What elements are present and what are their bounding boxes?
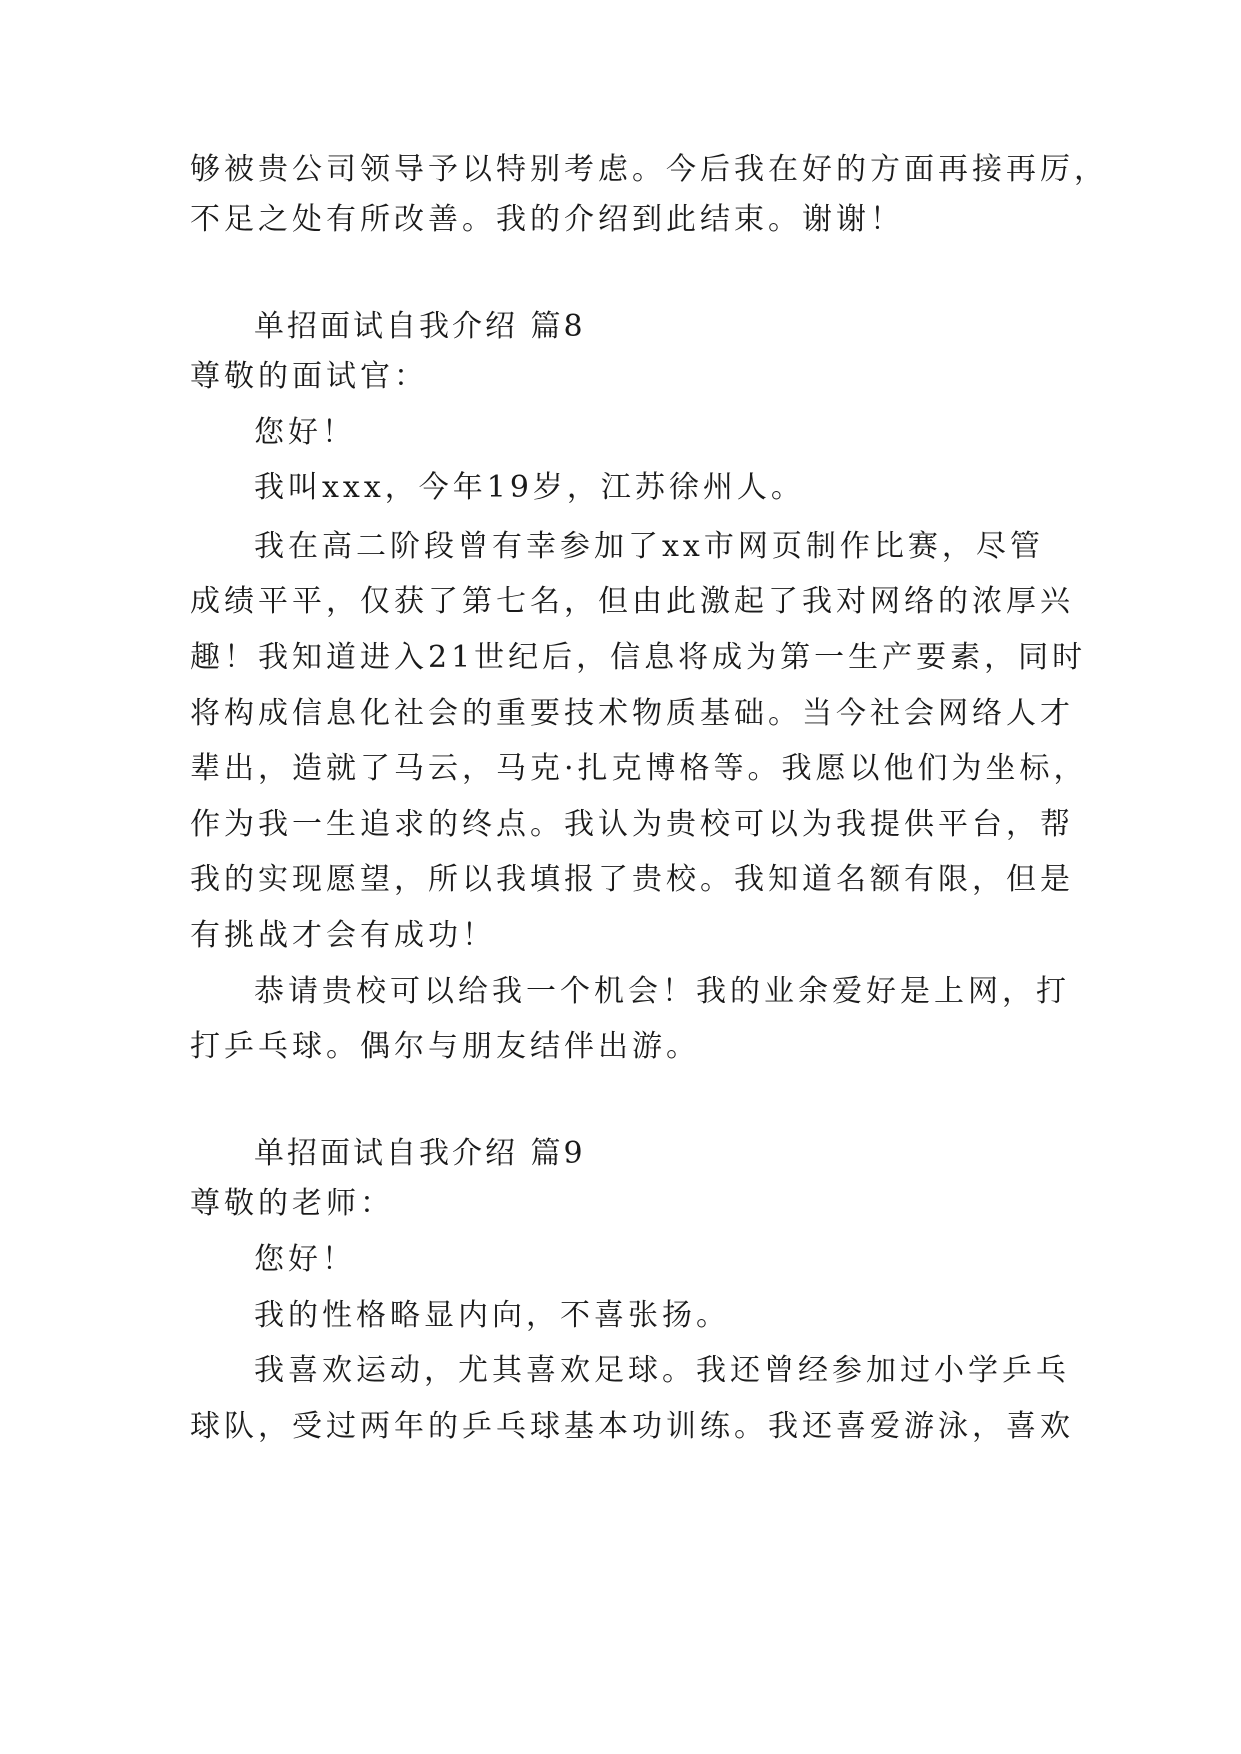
section-9-salutation: 尊敬的老师： xyxy=(190,1186,394,1221)
section-8-salutation: 尊敬的面试官： xyxy=(190,359,428,394)
paragraph-line: 打乒乓球。偶尔与朋友结伴出游。 xyxy=(190,1029,700,1064)
paragraph-line: 有挑战才会有成功！ xyxy=(190,918,496,953)
paragraph-line: 我在高二阶段曾有幸参加了xx市网页制作比赛，尽管 xyxy=(254,529,1044,564)
paragraph-line: 我喜欢运动，尤其喜欢足球。我还曾经参加过小学乒乓 xyxy=(254,1353,1070,1388)
paragraph-line: 球队，受过两年的乒乓球基本功训练。我还喜爱游泳，喜欢 xyxy=(190,1409,1074,1444)
section-9-greeting: 您好！ xyxy=(254,1242,356,1277)
paragraph-line: 不足之处有所改善。我的介绍到此结束。谢谢！ xyxy=(190,202,904,237)
section-8-title: 单招面试自我介绍 篇8 xyxy=(254,309,586,344)
section-9-title: 单招面试自我介绍 篇9 xyxy=(254,1136,586,1171)
paragraph-line: 辈出，造就了马云，马克·扎克博格等。我愿以他们为坐标， xyxy=(190,751,1088,786)
section-9-paragraph-1: 我的性格略显内向，不喜张扬。 xyxy=(254,1298,730,1333)
paragraph-line: 够被贵公司领导予以特别考虑。今后我在好的方面再接再厉， xyxy=(190,152,1108,187)
paragraph-line: 恭请贵校可以给我一个机会！我的业余爱好是上网，打 xyxy=(254,974,1070,1009)
paragraph-line: 趣！我知道进入21世纪后，信息将成为第一生产要素，同时 xyxy=(190,640,1087,675)
section-8-greeting: 您好！ xyxy=(254,415,356,450)
paragraph-line: 作为我一生追求的终点。我认为贵校可以为我提供平台，帮 xyxy=(190,807,1074,842)
paragraph-line: 将构成信息化社会的重要技术物质基础。当今社会网络人才 xyxy=(190,696,1074,731)
section-8-paragraph-1: 我叫xxx，今年19岁，江苏徐州人。 xyxy=(254,470,805,505)
paragraph-line: 成绩平平，仅获了第七名，但由此激起了我对网络的浓厚兴 xyxy=(190,584,1074,619)
paragraph-line: 我的实现愿望，所以我填报了贵校。我知道名额有限，但是 xyxy=(190,862,1074,897)
